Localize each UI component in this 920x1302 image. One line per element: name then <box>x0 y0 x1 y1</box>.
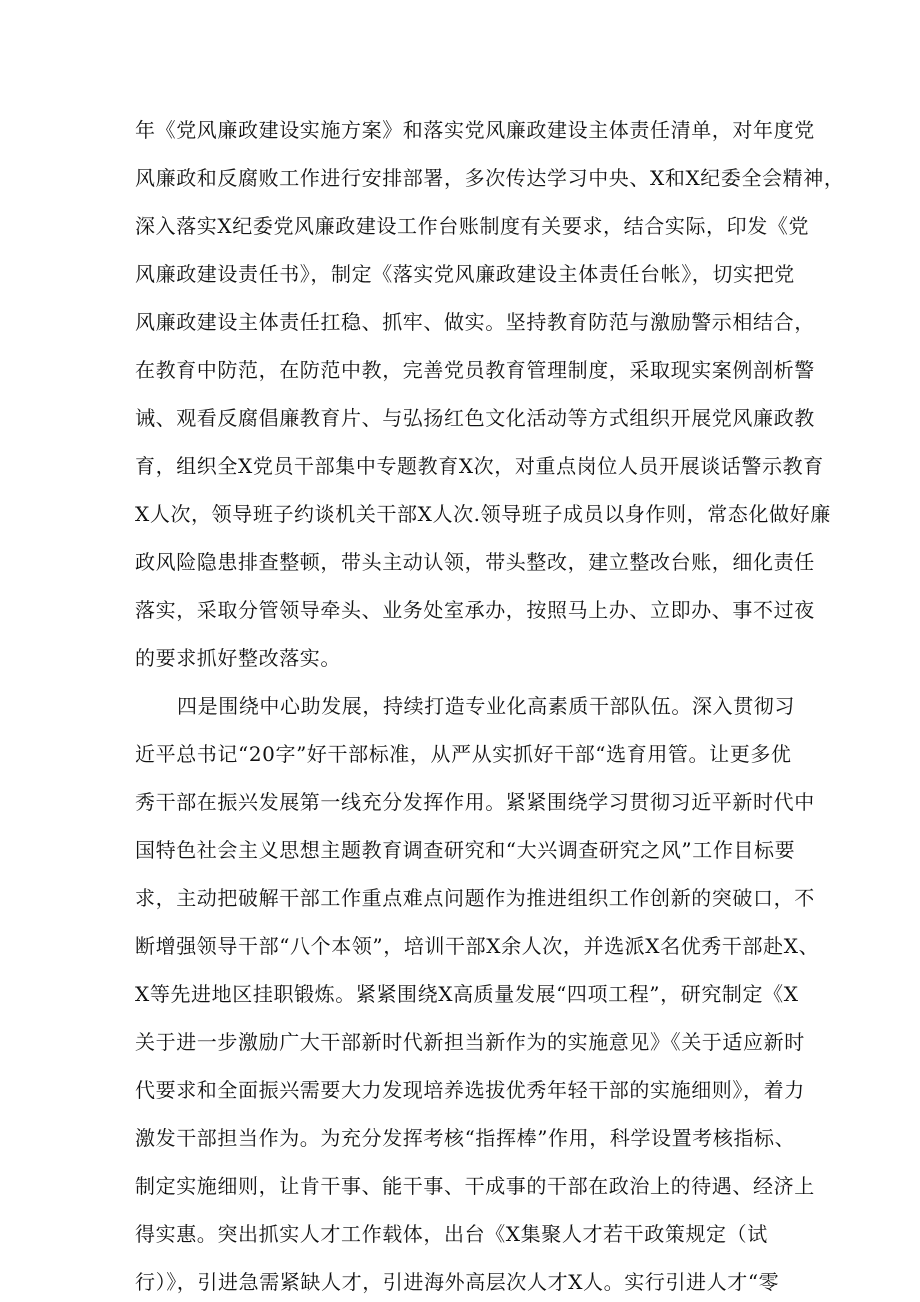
text-line: 近平总书记“20字”好干部标准，从严从实抓好干部“选育用管。让更多优 <box>135 742 792 766</box>
text-line: 政风险隐患排查整顿，带头主动认领，带头整改，建立整改台账，细化责任 <box>135 550 815 574</box>
text-line: 秀干部在振兴发展第一线充分发挥作用。紧紧围绕学习贯彻习近平新时代中 <box>135 790 815 814</box>
text-line: 求，主动把破解干部工作重点难点问题作为推进组织工作创新的突破口，不 <box>135 886 815 910</box>
text-line: 断增强领导干部“八个本领”，培训干部X余人次，并选派X名优秀干部赴X、 <box>135 934 820 958</box>
paragraph-first-line: 四是围绕中心助发展，持续打造专业化高素质干部队伍。深入贯彻习 <box>177 694 795 718</box>
text-line: 得实惠。突出抓实人才工作载体，出台《X集聚人才若干政策规定（试 <box>135 1222 768 1246</box>
text-line: 在教育中防范，在防范中教，完善党员教育管理制度，采取现实案例剖析警 <box>135 358 815 382</box>
text-line: 风廉政和反腐败工作进行安排部署，多次传达学习中央、X和X纪委全会精神， <box>135 166 845 190</box>
text-line: 年《党风廉政建设实施方案》和落实党风廉政建设主体责任清单，对年度党 <box>135 118 815 142</box>
text-line: 落实，采取分管领导牵头、业务处室承办，按照马上办、立即办、事不过夜 <box>135 598 815 622</box>
text-line: 行）》，引进急需紧缺人才，引进海外高层次人才X人。实行引进人才“零 <box>135 1270 780 1294</box>
text-line: 关于进一步激励广大干部新时代新担当新作为的实施意见》《关于适应新时 <box>135 1030 805 1054</box>
text-line: 风廉政建设责任书》，制定《落实党风廉政建设主体责任台帐》，切实把党 <box>135 262 795 286</box>
text-line: X等先进地区挂职锻炼。紧紧围绕X高质量发展“四项工程”，研究制定《X <box>135 982 799 1006</box>
text-line: 代要求和全面振兴需要大力发现培养选拔优秀年轻干部的实施细则》，着力 <box>135 1078 805 1102</box>
text-line: 诫、观看反腐倡廉教育片、与弘扬红色文化活动等方式组织开展党风廉政教 <box>135 406 815 430</box>
text-line: X人次，领导班子约谈机关干部X人次.领导班子成员以身作则，常态化做好廉 <box>135 502 831 526</box>
text-line: 育，组织全X党员干部集中专题教育X次，对重点岗位人员开展谈话警示教育 <box>135 454 824 478</box>
text-line: 的要求抓好整改落实。 <box>135 646 341 670</box>
text-line: 制定实施细则，让肯干事、能干事、干成事的干部在政治上的待遇、经济上 <box>135 1174 815 1198</box>
text-line: 深入落实X纪委党风廉政建设工作台账制度有关要求，结合实际，印发《党 <box>135 214 810 238</box>
text-line: 激发干部担当作为。为充分发挥考核“指挥棒”作用，科学设置考核指标、 <box>135 1126 796 1150</box>
text-line: 风廉政建设主体责任扛稳、抓牢、做实。坚持教育防范与激励警示相结合， <box>135 310 815 334</box>
text-line: 国特色社会主义思想主题教育调查研究和“大兴调查研究之风”工作目标要 <box>135 838 796 862</box>
